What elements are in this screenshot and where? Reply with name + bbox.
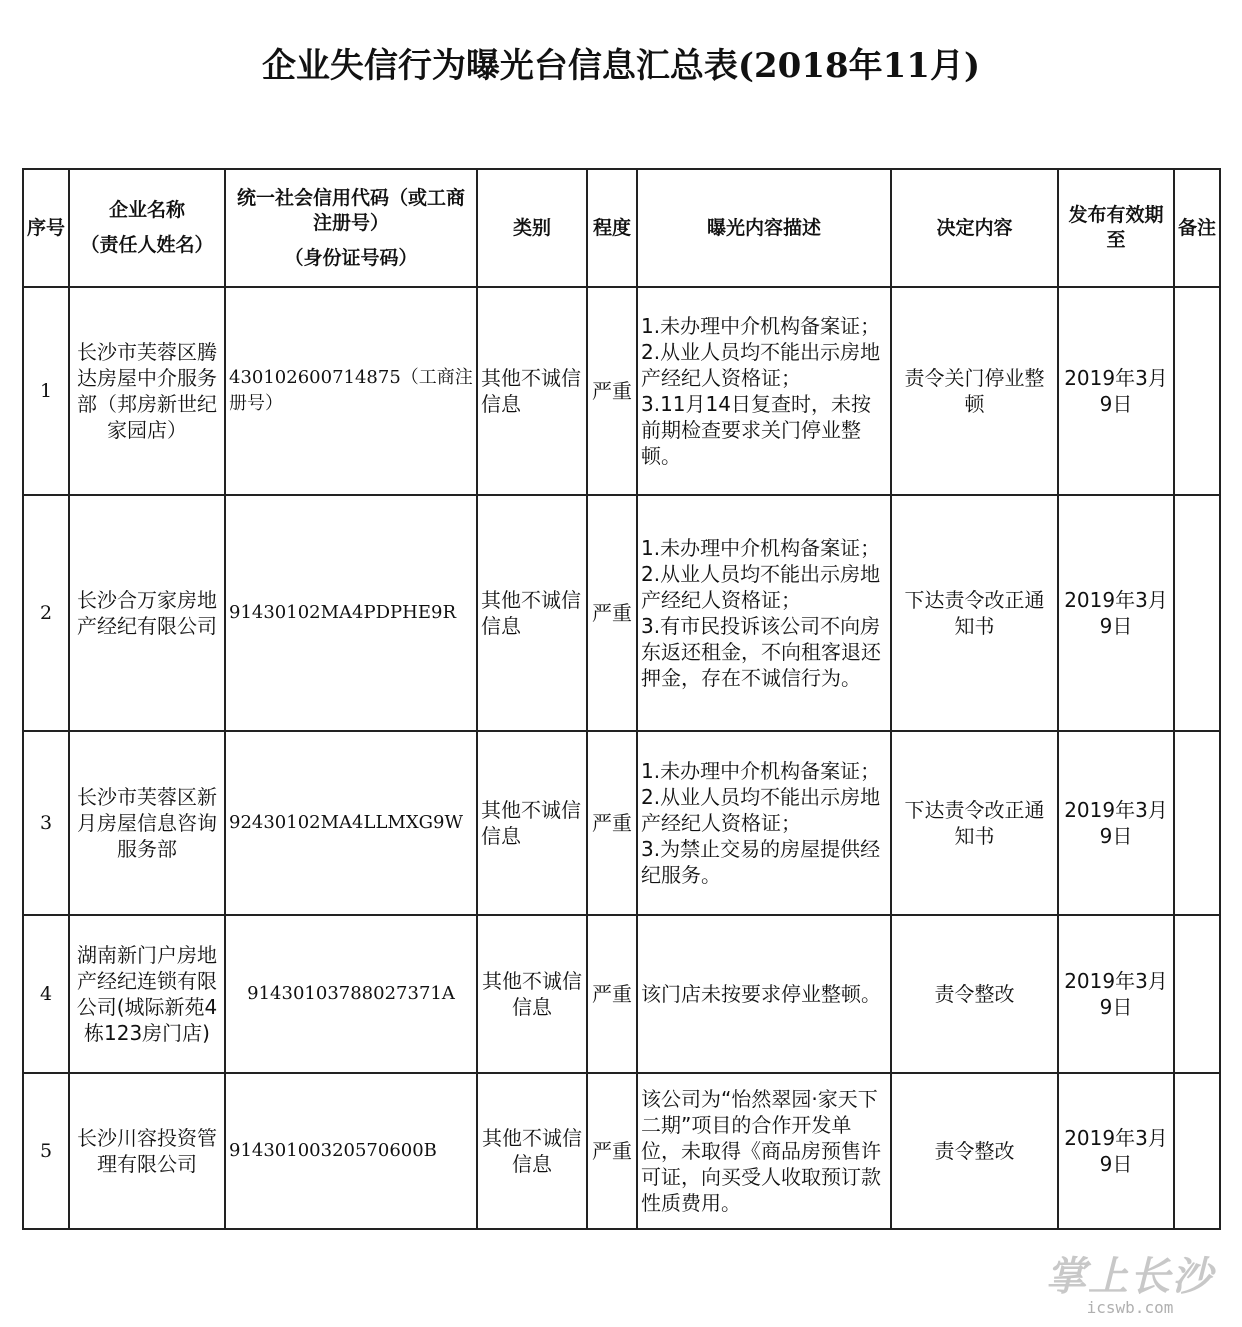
header-valid-until: 发布有效期至 [1058,169,1174,287]
header-row [23,169,1220,287]
header-degree: 程度 [587,169,637,287]
row-degree: 严重 [587,1073,637,1229]
row-seq: 4 [23,915,69,1073]
header-category: 类别 [477,169,587,287]
description-line: 1.未办理中介机构备案证； [641,536,881,560]
row-decision: 下达责令改正通知书 [891,495,1058,731]
row-remark [1174,915,1220,1073]
row-seq: 2 [23,495,69,731]
row-credit-code: 91430100320570600B [225,1073,477,1229]
description-line: 3.为禁止交易的房屋提供经纪服务。 [641,837,881,887]
row-remark [1174,495,1220,731]
row-company-name: 长沙川容投资管理有限公司 [69,1073,225,1229]
page-title: 企业失信行为曝光台信息汇总表(2018年11月) [261,46,981,86]
header-code-main: 统一社会信用代码（或工商注册号） [236,186,465,234]
row-valid-until: 2019年3月9日 [1058,1073,1174,1229]
description-line: 1.未办理中介机构备案证； [641,314,881,338]
row-valid-until: 2019年3月9日 [1058,495,1174,731]
row-remark [1174,731,1220,915]
row-category: 其他不诚信信息 [477,495,587,731]
row-seq: 5 [23,1073,69,1229]
row-decision: 责令整改 [891,915,1058,1073]
row-valid-until: 2019年3月9日 [1058,915,1174,1073]
row-valid-until: 2019年3月9日 [1058,731,1174,915]
header-description: 曝光内容描述 [637,169,891,287]
row-credit-code: 92430102MA4LLMXG9W [225,731,477,915]
row-remark [1174,287,1220,495]
table-row [23,495,1220,731]
row-company-name: 长沙合万家房地产经纪有限公司 [69,495,225,731]
row-company-name: 长沙市芙蓉区新月房屋信息咨询服务部 [69,731,225,915]
watermark [1046,1245,1214,1317]
row-credit-code: 430102600714875（工商注册号） [225,287,477,495]
row-category: 其他不诚信信息 [477,915,587,1073]
row-valid-until: 2019年3月9日 [1058,287,1174,495]
description-line: 该门店未按要求停业整顿。 [641,982,881,1006]
row-category: 其他不诚信信息 [477,1073,587,1229]
row-description [637,731,891,915]
watermark-url: icswb.com [1086,1298,1174,1317]
table-row [23,915,1220,1073]
description-line: 2.从业人员均不能出示房地产经纪人资格证； [641,785,881,835]
header-name [69,169,225,287]
table-row [23,1073,1220,1229]
row-credit-code: 91430103788027371A [225,915,477,1073]
row-category: 其他不诚信信息 [477,287,587,495]
description-line: 2.从业人员均不能出示房地产经纪人资格证； [641,562,881,612]
row-description [637,287,891,495]
row-seq: 3 [23,731,69,915]
table-row [23,731,1220,915]
row-decision: 责令整改 [891,1073,1058,1229]
header-code [225,169,477,287]
row-company-name: 湖南新门户房地产经纪连锁有限公司(城际新苑4栋123房门店) [69,915,225,1073]
description-line: 3.11月14日复查时，未按前期检查要求关门停业整顿。 [641,392,871,468]
header-seq: 序号 [23,169,69,287]
header-name-sub: （责任人姓名） [80,234,214,256]
row-description [637,495,891,731]
info-table [22,168,1221,1230]
row-decision: 责令关门停业整顿 [891,287,1058,495]
row-company-name: 长沙市芙蓉区腾达房屋中介服务部（邦房新世纪家园店） [69,287,225,495]
header-name-main: 企业名称 [108,199,185,221]
row-description [637,915,891,1073]
row-degree: 严重 [587,731,637,915]
row-degree: 严重 [587,495,637,731]
row-remark [1174,1073,1220,1229]
row-degree: 严重 [587,287,637,495]
watermark-logo-text: 掌上长沙 [1046,1254,1214,1300]
row-description [637,1073,891,1229]
row-decision: 下达责令改正通知书 [891,731,1058,915]
description-line: 该公司为“怡然翠园·家天下二期”项目的合作开发单位，未取得《商品房预售许可证，向买受人收取预订款性质费用。 [641,1087,881,1215]
description-line: 1.未办理中介机构备案证； [641,759,881,783]
description-line: 2.从业人员均不能出示房地产经纪人资格证； [641,340,881,390]
table-row [23,287,1220,495]
header-decision: 决定内容 [891,169,1058,287]
row-seq: 1 [23,287,69,495]
row-category: 其他不诚信信息 [477,731,587,915]
description-line: 3.有市民投诉该公司不向房东返还租金，不向租客退还押金，存在不诚信行为。 [641,614,881,690]
row-credit-code: 91430102MA4PDPHE9R [225,495,477,731]
row-degree: 严重 [587,915,637,1073]
header-code-sub: （身份证号码） [284,246,418,269]
header-remark: 备注 [1174,169,1220,287]
